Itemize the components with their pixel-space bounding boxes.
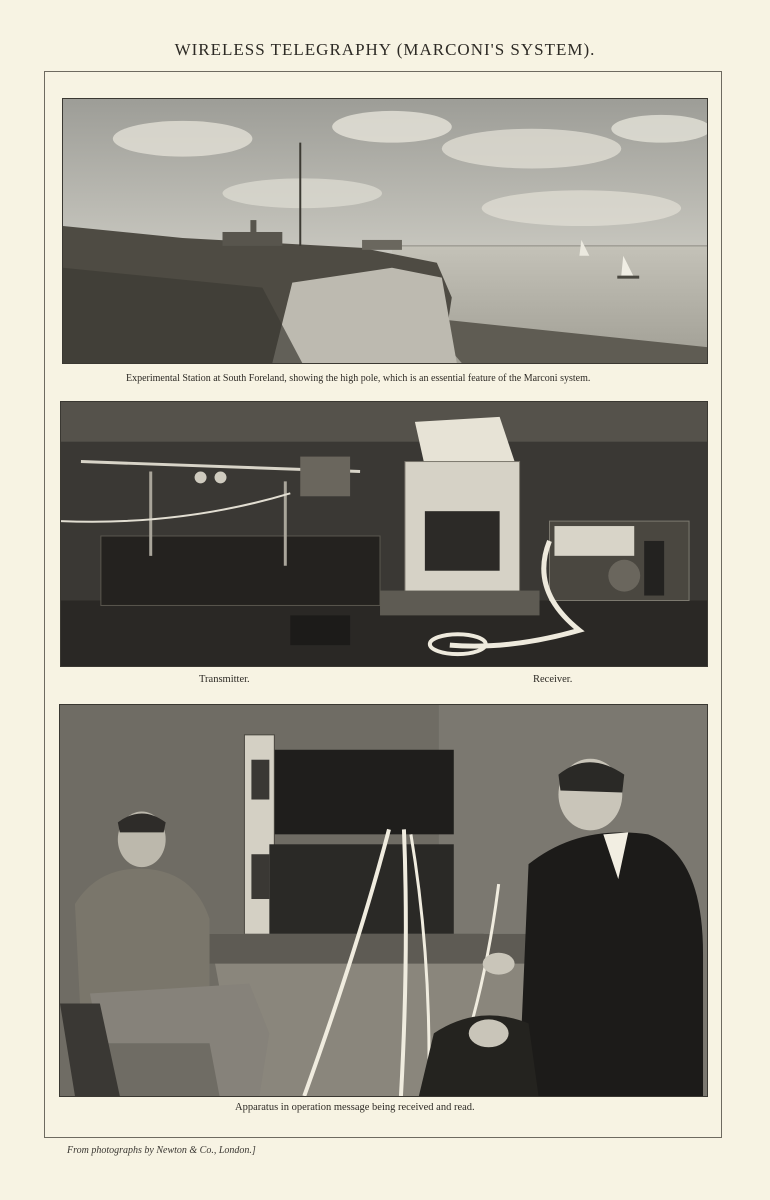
transmitter-caption: Transmitter. [199, 674, 250, 685]
page-title: WIRELESS TELEGRAPHY (MARCONI'S SYSTEM). [174, 40, 596, 59]
operation-photo [59, 704, 708, 1097]
south-foreland-photo [62, 98, 708, 364]
operation-caption: Apparatus in operation message being received and read. [235, 1102, 475, 1113]
transmitter-receiver-photo [60, 401, 708, 667]
photo-credit: From photographs by Newton & Co., London.] [67, 1145, 256, 1156]
receiver-caption: Receiver. [533, 674, 573, 685]
station-caption: Experimental Station at South Foreland, showing the high pole, which is an essential feature of the Marconi system. [126, 373, 591, 384]
